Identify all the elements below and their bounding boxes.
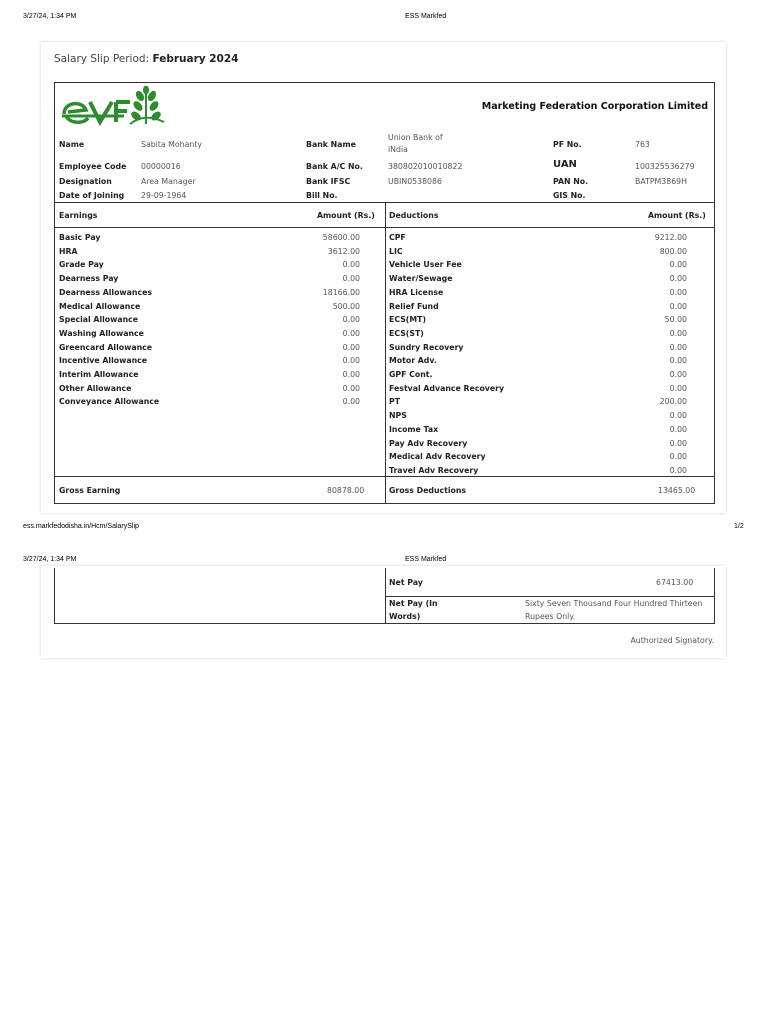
earnings-row-value: 0.00 — [342, 342, 360, 352]
pf-label: PF No. — [553, 140, 582, 149]
deductions-row-label: Pay Adv Recovery — [389, 438, 468, 448]
print-site-title-page2: ESS Markfed — [405, 556, 447, 563]
salary-slip-table — [54, 82, 715, 504]
pan-value: BATPM3869H — [635, 177, 687, 186]
deductions-row-label: ECS(MT) — [389, 315, 427, 325]
print-datetime-page2: 3/27/24, 1:34 PM — [23, 556, 77, 563]
earnings-row-value: 0.00 — [342, 260, 360, 270]
salary-slip-card — [41, 42, 726, 513]
deductions-row-label: CPF — [389, 233, 406, 242]
bank-name-label: Bank Name — [306, 140, 356, 149]
earnings-row-value: 0.00 — [342, 370, 360, 379]
deductions-row-label: Sundry Recovery — [389, 342, 464, 352]
net-pay-card — [41, 566, 726, 658]
divider — [385, 596, 714, 597]
deductions-row-value: 0.00 — [669, 452, 687, 462]
deductions-row-value: 9212.00 — [654, 233, 687, 242]
doj-value: 29-09-1964 — [141, 191, 187, 200]
bank-ifsc-value: UBIN0538086 — [388, 177, 442, 186]
earnings-amount-header: Amount (Rs.) — [317, 211, 375, 220]
net-pay-value: 67413.00 — [656, 578, 694, 587]
earnings-row-label: Interim Allowance — [59, 370, 139, 379]
slip-period-title — [54, 53, 238, 65]
pf-value: 763 — [635, 140, 650, 149]
net-pay-words-line1: Sixty Seven Thousand Four Hundred Thirteen — [525, 599, 703, 608]
earnings-row-label: Basic Pay — [59, 233, 101, 242]
deductions-row-value: 200.00 — [659, 397, 687, 407]
deductions-row-value: 0.00 — [669, 328, 687, 338]
deductions-row-label: HRA License — [389, 287, 444, 297]
bill-no-label: Bill No. — [306, 191, 338, 200]
bank-name-value-line1: Union Bank of — [388, 133, 443, 142]
designation-value: Area Manager — [141, 177, 196, 186]
earnings-row-label: Grade Pay — [59, 260, 104, 270]
authorized-signatory: Authorized Signatory. — [630, 636, 714, 645]
name-label: Name — [59, 140, 85, 149]
earnings-row-value: 0.00 — [342, 328, 360, 338]
deductions-row-value: 0.00 — [669, 301, 687, 311]
deductions-row-value: 0.00 — [669, 424, 687, 434]
print-page-number: 1/2 — [734, 523, 744, 530]
deductions-row-label: Relief Fund — [389, 301, 439, 311]
deductions-row-label: LIC — [389, 246, 403, 256]
deductions-row-value: 0.00 — [669, 287, 687, 297]
slip-period-value: February 2024 — [152, 53, 239, 65]
deductions-row-label: PT — [389, 397, 401, 407]
earnings-row-value: 0.00 — [342, 383, 360, 393]
print-site-title: ESS Markfed — [405, 13, 447, 20]
pan-label: PAN No. — [553, 177, 589, 186]
deductions-row-value: 0.00 — [669, 342, 687, 352]
bank-ac-label: Bank A/C No. — [306, 162, 363, 171]
emp-code-value: 00000016 — [141, 162, 181, 171]
gross-earning-value: 80878.00 — [327, 486, 365, 495]
uan-value: 100325536279 — [635, 162, 695, 171]
deductions-header: Deductions — [389, 211, 439, 220]
deductions-row-value: 0.00 — [669, 383, 687, 393]
earnings-row-value: 3612.00 — [327, 246, 360, 256]
gross-deductions-value: 13465.00 — [658, 486, 696, 495]
deductions-row-label: GPF Cont. — [389, 370, 433, 379]
earnings-row-label: Conveyance Allowance — [59, 397, 160, 407]
uan-label: UAN — [553, 159, 577, 170]
net-pay-label: Net Pay — [389, 578, 423, 587]
company-name: Marketing Federation Corporation Limited — [481, 101, 708, 112]
deductions-row-value: 50.00 — [664, 315, 687, 325]
earnings-row-label: Special Allowance — [59, 315, 139, 325]
earnings-row-label: Greencard Allowance — [59, 342, 153, 352]
bank-name-value-line2: iNdia — [388, 145, 408, 154]
earnings-row-label: HRA — [59, 246, 78, 256]
slip-period-label: Salary Slip Period: — [54, 53, 150, 65]
net-pay-words-label-line2: Words) — [389, 612, 421, 621]
print-datetime: 3/27/24, 1:34 PM — [23, 13, 77, 20]
gross-earning-label: Gross Earning — [59, 486, 121, 495]
earnings-row-label: Dearness Allowances — [59, 287, 153, 297]
deductions-amount-header: Amount (Rs.) — [648, 211, 706, 220]
bank-ifsc-label: Bank IFSC — [306, 177, 351, 186]
earnings-row-label: Dearness Pay — [59, 274, 119, 284]
deductions-row-label: Vehicle User Fee — [389, 260, 462, 270]
deductions-row-value: 800.00 — [659, 246, 687, 256]
column-divider — [385, 202, 386, 504]
doj-label: Date of Joining — [59, 191, 125, 200]
earnings-row-value: 0.00 — [342, 356, 360, 366]
deductions-row-value: 0.00 — [669, 260, 687, 270]
gis-label: GIS No. — [553, 191, 586, 200]
deductions-row-label: Water/Sewage — [389, 274, 453, 284]
deductions-row-label: Travel Adv Recovery — [389, 465, 479, 475]
deductions-row-value: 0.00 — [669, 356, 687, 366]
deductions-row-label: Motor Adv. — [389, 356, 437, 366]
earnings-row-label: Washing Allowance — [59, 328, 144, 338]
deductions-row-value: 0.00 — [669, 465, 687, 475]
earnings-row-value: 18166.00 — [322, 287, 360, 297]
deductions-row-label: Income Tax — [389, 424, 439, 434]
net-pay-words-line2: Rupees Only. — [525, 612, 576, 621]
deductions-row-label: Festval Advance Recovery — [389, 383, 505, 393]
bank-ac-value: 380802010010822 — [388, 162, 463, 171]
deductions-row-value: 0.00 — [669, 411, 687, 421]
name-value: Sabita Mohanty — [141, 140, 202, 149]
earnings-row-value: 0.00 — [342, 274, 360, 284]
emp-code-label: Employee Code — [59, 162, 127, 171]
earnings-row-value: 0.00 — [342, 315, 360, 325]
earnings-row-label: Incentive Allowance — [59, 356, 148, 366]
net-pay-table — [54, 568, 715, 624]
deductions-row-value: 0.00 — [669, 438, 687, 448]
deductions-row-label: ECS(ST) — [389, 328, 424, 338]
deductions-row-label: Medical Adv Recovery — [389, 452, 486, 462]
earnings-row-value: 500.00 — [332, 301, 360, 311]
earnings-header: Earnings — [59, 211, 98, 220]
deductions-row-value: 0.00 — [669, 370, 687, 379]
earnings-row-value: 0.00 — [342, 397, 360, 407]
earnings-row-label: Other Allowance — [59, 383, 132, 393]
deductions-row-label: NPS — [389, 411, 407, 421]
print-url: ess.markfedodisha.in/Hcm/SalarySlip — [23, 523, 139, 530]
deductions-row-value: 0.00 — [669, 274, 687, 284]
earnings-row-value: 58600.00 — [322, 233, 360, 242]
designation-label: Designation — [59, 177, 112, 186]
gross-deductions-label: Gross Deductions — [389, 486, 467, 495]
earnings-row-label: Medical Allowance — [59, 301, 141, 311]
net-pay-words-label-line1: Net Pay (In — [389, 599, 438, 608]
markfed-logo-icon — [60, 86, 172, 128]
